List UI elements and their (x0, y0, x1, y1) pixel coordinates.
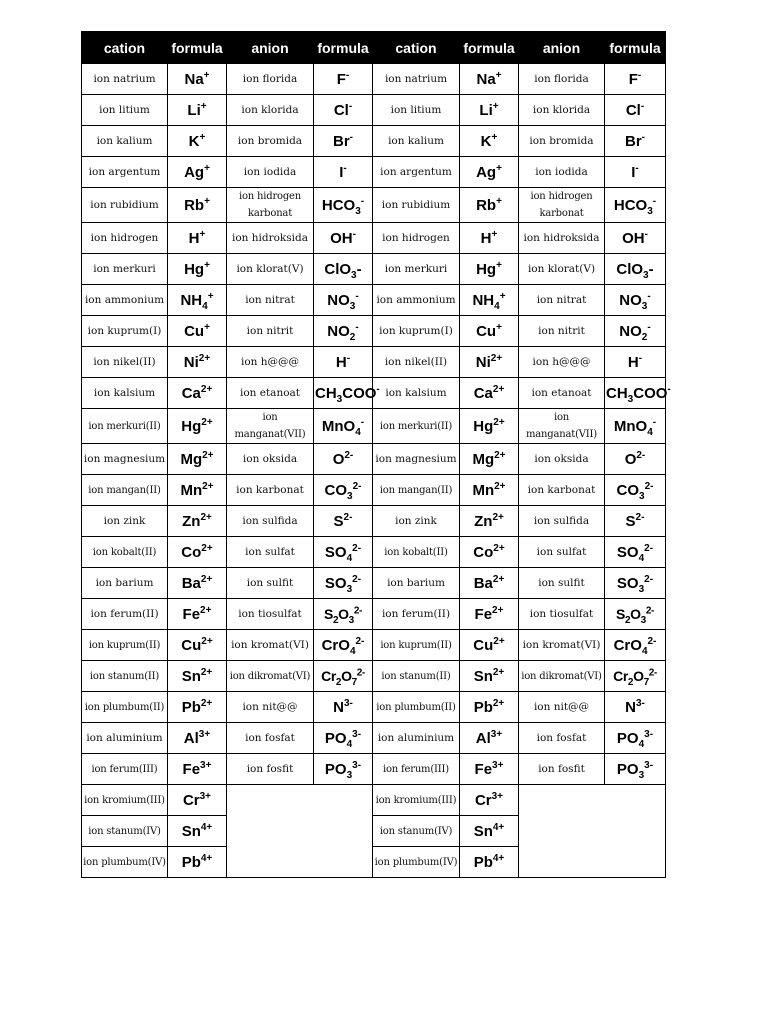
cation-formula: Ag+ (460, 157, 519, 188)
anion-name: ion florida (227, 64, 314, 95)
cation-formula: $Hg^{2+}$ (460, 409, 519, 444)
cation-formula: $Cr^{3+}$ (460, 785, 519, 816)
header-formula: formula (168, 32, 227, 64)
cation-formula: Rb+ (168, 188, 227, 223)
anion-formula: $Cr_2O_7^{2-}$ (314, 661, 373, 692)
cation-formula: Na+ (168, 64, 227, 95)
table-row (82, 316, 666, 347)
cation-formula: H+ (460, 223, 519, 254)
cation-name: ion kalium (373, 126, 460, 157)
cation-formula: $Mg^{2+}$ (460, 444, 519, 475)
anion-name: ion sulfida (519, 506, 605, 537)
anion-name: ion nitrat (227, 285, 314, 316)
table-row (82, 599, 666, 630)
anion-formula: H- (605, 347, 666, 378)
anion-name: ion manganat(VII) (519, 409, 605, 444)
anion-name: ion klorat(V) (227, 254, 314, 285)
cation-formula: Hg+ (460, 254, 519, 285)
anion-formula: $NO_2^-$ (314, 316, 373, 347)
anion-name: ion fosfit (227, 754, 314, 785)
table-row (82, 95, 666, 126)
cation-name: ion stanum(II) (373, 661, 460, 692)
anion-formula: ClO$_3$- (605, 254, 666, 285)
cation-name: ion kuprum(II) (82, 630, 168, 661)
cation-formula: Li+ (168, 95, 227, 126)
anion-formula: Cl- (314, 95, 373, 126)
anion-formula: $CO_3^{2-}$ (605, 475, 666, 506)
cation-name: ion hidrogen (373, 223, 460, 254)
anion-name: ion sulfit (227, 568, 314, 599)
table-row (82, 126, 666, 157)
anion-formula: MnO$_4$- (314, 409, 373, 444)
cation-name: ion kromium(III) (373, 785, 460, 816)
anion-formula: $S_2O_3^{2-}$ (605, 599, 666, 630)
cation-formula: $Ca^{2+}$ (460, 378, 519, 409)
anion-formula: $NO_3^-$ (605, 285, 666, 316)
anion-formula: $NO_2^-$ (605, 316, 666, 347)
anion-name: ion dikromat(VI) (227, 661, 314, 692)
cation-formula: $Fe^{3+}$ (460, 754, 519, 785)
anion-name: ion tiosulfat (227, 599, 314, 630)
cation-name: ion nikel(II) (82, 347, 168, 378)
anion-formula: H- (314, 347, 373, 378)
anion-name: ion manganat(VII) (227, 409, 314, 444)
cation-name: ion barium (82, 568, 168, 599)
ion-formula-table (81, 31, 671, 878)
cation-name: ion mangan(II) (373, 475, 460, 506)
anion-formula: F- (314, 64, 373, 95)
cation-formula: $Mg^{2+}$ (168, 444, 227, 475)
anion-formula: CrO$_4^{2-}$ (605, 630, 666, 661)
cation-formula: $Pb^{2+}$ (168, 692, 227, 723)
table-body (82, 64, 671, 878)
cation-name: ion kuprum(I) (373, 316, 460, 347)
cation-name: ion natrium (373, 64, 460, 95)
table-row (82, 223, 666, 254)
cation-formula: K+ (168, 126, 227, 157)
anion-name: ion h@@@ (227, 347, 314, 378)
cation-formula: H+ (168, 223, 227, 254)
anion-formula: $CH_3COO^-$ (314, 378, 373, 409)
cation-name: ion litium (82, 95, 168, 126)
anion-formula: $Cr_2O_7^{2-}$ (605, 661, 666, 692)
table-row (82, 785, 666, 816)
cation-formula: $Zn^{2+}$ (168, 506, 227, 537)
cation-formula: $Fe^{3+}$ (168, 754, 227, 785)
anion-name: ion karbonat (519, 475, 605, 506)
cation-formula: $Pb^{2+}$ (460, 692, 519, 723)
anion-formula: $S_2O_3^{2-}$ (314, 599, 373, 630)
cation-name: ion plumbum(IV) (373, 847, 460, 878)
cation-name: ion plumbum(II) (373, 692, 460, 723)
cation-name: ion natrium (82, 64, 168, 95)
cation-name: ion merkuri (373, 254, 460, 285)
anion-name: ion sulfat (227, 537, 314, 568)
cation-formula: $NH_4^+$ (168, 285, 227, 316)
cation-formula: $Co^{2+}$ (460, 537, 519, 568)
anion-name: ion bromida (227, 126, 314, 157)
table-row (82, 409, 666, 444)
cation-formula: K+ (460, 126, 519, 157)
table-row (82, 661, 666, 692)
anion-formula: $PO_3^{3-}$ (314, 754, 373, 785)
anion-name: ion fosfat (519, 723, 605, 754)
anion-formula: Br- (605, 126, 666, 157)
table-row (82, 347, 666, 378)
anion-formula: $HCO_3^-$ (605, 188, 666, 223)
anion-formula: Cl- (605, 95, 666, 126)
anion-name: ion klorat(V) (519, 254, 605, 285)
cation-formula: Cu+ (168, 316, 227, 347)
cation-formula: $Ca^{2+}$ (168, 378, 227, 409)
anion-formula: $O^{2-}$ (314, 444, 373, 475)
cation-formula: $Sn^{2+}$ (460, 661, 519, 692)
anion-formula: $CH_3COO^-$ (605, 378, 666, 409)
empty-cell (227, 785, 373, 878)
cation-formula: $Fe^{2+}$ (168, 599, 227, 630)
cation-name: ion aluminium (82, 723, 168, 754)
cation-formula: $NH_4^+$ (460, 285, 519, 316)
anion-name: ion sulfat (519, 537, 605, 568)
cation-formula: $Mn^{2+}$ (168, 475, 227, 506)
cation-name: ion kalium (82, 126, 168, 157)
table-row (82, 754, 666, 785)
anion-name: ion florida (519, 64, 605, 95)
anion-name: ion kromat(VI) (519, 630, 605, 661)
cation-name: ion ferum(III) (82, 754, 168, 785)
cation-formula: $Mn^{2+}$ (460, 475, 519, 506)
cation-name: ion litium (373, 95, 460, 126)
anion-name: ion karbonat (227, 475, 314, 506)
header-formula: formula (314, 32, 373, 64)
cation-formula: $Sn^{2+}$ (168, 661, 227, 692)
anion-name: ion h@@@ (519, 347, 605, 378)
cation-formula: Hg+ (168, 254, 227, 285)
cation-name: ion kobalt(II) (82, 537, 168, 568)
anion-formula: $SO_3^{2-}$ (314, 568, 373, 599)
cation-name: ion kalsium (82, 378, 168, 409)
cation-formula: $Hg^{2+}$ (168, 409, 227, 444)
cation-name: ion mangan(II) (82, 475, 168, 506)
header-formula: formula (605, 32, 666, 64)
anion-formula: $S^{2-}$ (314, 506, 373, 537)
cation-name: ion plumbum(II) (82, 692, 168, 723)
cation-name: ion rubidium (373, 188, 460, 223)
cation-name: ion merkuri(II) (82, 409, 168, 444)
cation-name: ion ferum(III) (373, 754, 460, 785)
table-row (82, 506, 666, 537)
anion-name: ion nitrat (519, 285, 605, 316)
anion-formula: I- (314, 157, 373, 188)
anion-formula: $SO_3^{2-}$ (605, 568, 666, 599)
anion-formula: CrO$_4^{2-}$ (314, 630, 373, 661)
anion-name: ion hidroksida (227, 223, 314, 254)
cation-formula: Na+ (460, 64, 519, 95)
anion-formula: OH- (605, 223, 666, 254)
anion-formula: $NO_3^-$ (314, 285, 373, 316)
cation-name: ion stanum(IV) (373, 816, 460, 847)
cation-name: ion hidrogen (82, 223, 168, 254)
table-row (82, 64, 666, 95)
cation-name: ion merkuri (82, 254, 168, 285)
cation-name: ion kuprum(II) (373, 630, 460, 661)
anion-formula: MnO$_4$- (605, 409, 666, 444)
cation-formula: $Co^{2+}$ (168, 537, 227, 568)
anion-formula: Br- (314, 126, 373, 157)
cation-formula: $Ni^{2+}$ (460, 347, 519, 378)
cation-name: ion zink (82, 506, 168, 537)
table-row (82, 157, 666, 188)
anion-name: ion klorida (519, 95, 605, 126)
cation-name: ion ferum(II) (82, 599, 168, 630)
cation-formula: $Cr^{3+}$ (168, 785, 227, 816)
anion-formula: $PO_3^{3-}$ (605, 754, 666, 785)
anion-formula: $N^{3-}$ (605, 692, 666, 723)
cation-formula: Cu+ (460, 316, 519, 347)
anion-name: ion nit@@ (519, 692, 605, 723)
cation-name: ion stanum(IV) (82, 816, 168, 847)
cation-name: ion magnesium (373, 444, 460, 475)
header-formula: formula (460, 32, 519, 64)
cation-name: ion argentum (82, 157, 168, 188)
header-cation: cation (373, 32, 460, 64)
cation-formula: $Ni^{2+}$ (168, 347, 227, 378)
cation-formula: $Fe^{2+}$ (460, 599, 519, 630)
cation-name: ion argentum (373, 157, 460, 188)
table-row (82, 285, 666, 316)
anion-formula: $HCO_3^-$ (314, 188, 373, 223)
cation-formula: $Zn^{2+}$ (460, 506, 519, 537)
anion-formula: $S^{2-}$ (605, 506, 666, 537)
cation-formula: $Sn^{4+}$ (168, 816, 227, 847)
header-row (82, 32, 666, 64)
cation-formula: $Pb^{4+}$ (460, 847, 519, 878)
anion-name: ion hidroksida (519, 223, 605, 254)
cation-formula: $Pb^{4+}$ (168, 847, 227, 878)
cation-formula: $Al^{3+}$ (460, 723, 519, 754)
cation-name: ion ferum(II) (373, 599, 460, 630)
cation-name: ion merkuri(II) (373, 409, 460, 444)
cation-formula: $Cu^{2+}$ (168, 630, 227, 661)
cation-formula: $Cu^{2+}$ (460, 630, 519, 661)
table-row (82, 475, 666, 506)
table-row (82, 254, 666, 285)
anion-formula: $CO_3^{2-}$ (314, 475, 373, 506)
anion-name: ion nit@@ (227, 692, 314, 723)
anion-name: ion fosfat (227, 723, 314, 754)
anion-formula: $N^{3-}$ (314, 692, 373, 723)
empty-cell (519, 785, 666, 878)
table-row (82, 188, 666, 223)
anion-name: ion iodida (519, 157, 605, 188)
header-cation: cation (82, 32, 168, 64)
table-row (82, 568, 666, 599)
cation-name: ion barium (373, 568, 460, 599)
cation-name: ion stanum(II) (82, 661, 168, 692)
cation-formula: Ag+ (168, 157, 227, 188)
anion-name: ion sulfit (519, 568, 605, 599)
cation-name: ion zink (373, 506, 460, 537)
anion-formula: $O^{2-}$ (605, 444, 666, 475)
anion-name: ion tiosulfat (519, 599, 605, 630)
cation-name: ion ammonium (82, 285, 168, 316)
cation-name: ion kromium(III) (82, 785, 168, 816)
table-row (82, 723, 666, 754)
cation-name: ion kobalt(II) (373, 537, 460, 568)
anion-name: ion hidrogen karbonat (519, 188, 605, 223)
header-anion: anion (227, 32, 314, 64)
cation-name: ion plumbum(IV) (82, 847, 168, 878)
anion-name: ion oksida (519, 444, 605, 475)
cation-name: ion nikel(II) (373, 347, 460, 378)
cation-name: ion magnesium (82, 444, 168, 475)
anion-formula: ClO$_3$- (314, 254, 373, 285)
cation-name: ion rubidium (82, 188, 168, 223)
anion-formula: $SO_4^{2-}$ (605, 537, 666, 568)
anion-formula: $PO_4^{3-}$ (314, 723, 373, 754)
cation-name: ion aluminium (373, 723, 460, 754)
anion-name: ion dikromat(VI) (519, 661, 605, 692)
anion-name: ion bromida (519, 126, 605, 157)
cation-formula: $Sn^{4+}$ (460, 816, 519, 847)
cation-formula: $Ba^{2+}$ (460, 568, 519, 599)
anion-formula: I- (605, 157, 666, 188)
anion-name: ion hidrogen karbonat (227, 188, 314, 223)
anion-name: ion oksida (227, 444, 314, 475)
table-row (82, 692, 666, 723)
anion-name: ion nitrit (519, 316, 605, 347)
anion-name: ion kromat(VI) (227, 630, 314, 661)
cation-formula: Li+ (460, 95, 519, 126)
anion-name: ion nitrit (227, 316, 314, 347)
anion-formula: $PO_4^{3-}$ (605, 723, 666, 754)
cation-formula: Rb+ (460, 188, 519, 223)
anion-formula: $SO_4^{2-}$ (314, 537, 373, 568)
cation-name: ion kuprum(I) (82, 316, 168, 347)
anion-formula: F- (605, 64, 666, 95)
table-row (82, 378, 666, 409)
header-anion: anion (519, 32, 605, 64)
table-row (82, 444, 666, 475)
anion-name: ion fosfit (519, 754, 605, 785)
anion-name: ion sulfida (227, 506, 314, 537)
anion-name: ion klorida (227, 95, 314, 126)
cation-formula: $Ba^{2+}$ (168, 568, 227, 599)
cation-name: ion kalsium (373, 378, 460, 409)
table-row (82, 630, 666, 661)
anion-formula: OH- (314, 223, 373, 254)
anion-name: ion iodida (227, 157, 314, 188)
table-row (82, 537, 666, 568)
anion-name: ion etanoat (227, 378, 314, 409)
cation-name: ion ammonium (373, 285, 460, 316)
cation-formula: $Al^{3+}$ (168, 723, 227, 754)
anion-name: ion etanoat (519, 378, 605, 409)
